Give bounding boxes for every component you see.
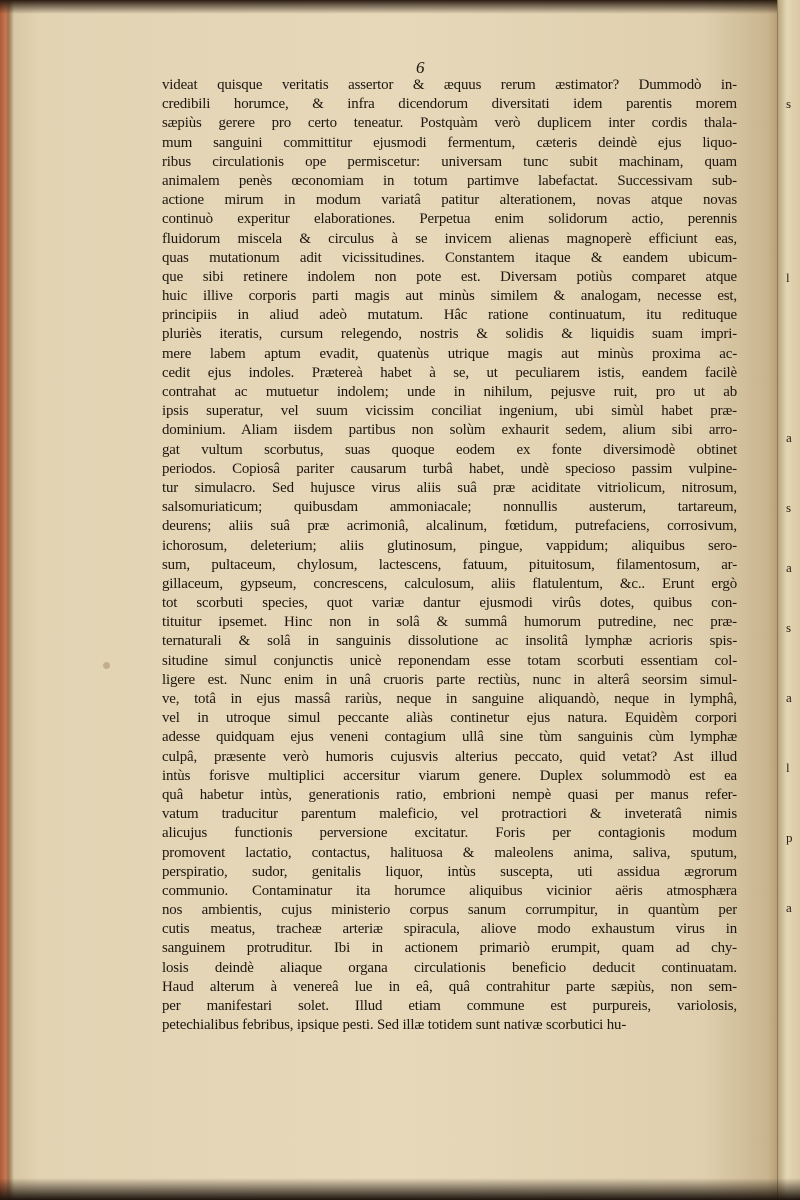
text-line: alicujus functionis perversione excitatur. Foris per contagionis modum <box>162 825 737 842</box>
text-line: culpâ, præsente verò humoris cujusvis alterius peccato, quid vetat? Ast illud <box>162 748 737 765</box>
bottom-shadow <box>0 1178 800 1200</box>
text-line: principiis in aliud adeò mutatum. Hâc ratione continuatum, itu redituque <box>162 307 737 324</box>
text-line: cutis meatus, tracheæ arteriæ spiracula, aliove modo exhaustum virus in <box>162 921 737 938</box>
text-line: sanguinem protruditur. Ibi in actionem primariò erumpit, quam ad chy- <box>162 940 737 957</box>
text-line: promovent lactatio, contactus, halituosa & maleolens anima, saliva, sputum, <box>162 844 737 861</box>
text-line: petechialibus febribus, ipsique pesti. Sed illæ totidem sunt nativæ scorbutici hu- <box>162 1017 627 1034</box>
next-page-fragment: l <box>786 760 790 775</box>
next-page-fragment: a <box>786 900 792 915</box>
text-line: quâ habetur intùs, generationis ratio, embrioni nempè quasi per manus refer- <box>162 786 737 803</box>
next-page-fragment: l <box>786 270 790 285</box>
text-line: ternaturali & solâ in sanguinis dissolutione ac insolitâ lymphæ acrioris spis- <box>162 633 737 650</box>
text-line: mere labem aptum evadit, quatenùs utrique magis aut minùs proxima ac- <box>162 345 737 362</box>
text-line: ribus circulationis ope permiscetur: universam tunc subit machinam, quam <box>162 153 737 170</box>
text-line: nos ambientis, cujus ministerio corpus sanum corrumpitur, in quantùm per <box>162 902 737 919</box>
text-line: tur simulacro. Sed hujusce virus aliis suâ præ aciditate vitriolicum, nitrosum, <box>162 479 737 496</box>
text-line: animalem penès œconomiam in totum partimve labefactat. Successivam sub- <box>162 172 737 189</box>
text-line: tituitur ipsemet. Hinc non in solâ & summâ humorum putredine, nec præ- <box>162 614 737 631</box>
next-page-fragment: s <box>786 500 792 515</box>
text-line: gat vultum scorbutus, suas quoque eodem ex fonte diversimodè obtinet <box>162 441 737 458</box>
text-line: intùs forisve multiplici accersitur viarum genere. Duplex solummodò est ea <box>162 767 737 784</box>
text-line: tot scorbuti species, quot variæ dantur ejusmodi virûs dotes, quibus con- <box>162 595 737 612</box>
next-page-fragment: a <box>786 560 792 575</box>
text-line: periodos. Copiosâ pariter causarum turbâ habet, undè specioso passim vulpine- <box>162 460 737 477</box>
text-line: ichorosum, deleterium; aliis glutinosum, pingue, vappidum; aliquibus sero- <box>162 537 737 554</box>
text-line: que sibi retinere indolem non pote est. Diversam potiùs comparet atque <box>162 268 737 285</box>
text-line: ipsis superatur, vel suum vicissim conciliat ingenium, ubi simùl habet præ- <box>162 403 737 420</box>
text-line: ligere est. Nunc enim in unâ cruoris parte rectiùs, nunc in alterâ seorsim simul- <box>162 671 737 688</box>
text-line: credibili horumce, & infra dicendorum diversitati idem parentis morem <box>162 96 737 113</box>
text-line: vatum traducitur parentum maleficio, vel protractiori & inveteratâ nimis <box>162 806 737 823</box>
text-line: Haud alterum à venereâ lue in eâ, quâ contrahitur parte sæpiùs, non sem- <box>162 978 737 995</box>
text-line: situdine simul conjunctis unicè reponendam esse totam scorbuti essentiam col- <box>162 652 737 669</box>
text-line: gillaceum, gypseum, concrescens, calculosum, aliis flatulentum, &c.. Erunt ergò <box>162 575 737 592</box>
page-number: 6 <box>416 58 425 77</box>
text-line: salsomuriaticum; quibusdam ammoniacale; nonnullis austerum, tartareum, <box>162 499 737 516</box>
text-line: videat quisque veritatis assertor & æquus rerum æstimator? Dummodò in- <box>162 77 737 93</box>
text-line: quas mutationum adit vicissitudines. Constantem itaque & eandem ubicum- <box>162 249 737 266</box>
body-text <box>162 76 737 1035</box>
text-line: huic illive corporis parti magis aut minùs similem & analogam, necesse est, <box>162 288 737 305</box>
text-line: actione mirum in modum variatâ patitur alterationem, novas atque novas <box>162 192 737 209</box>
text-line: contrahat ac mutuetur indolem; unde in nihilum, pejusve ruit, pro ut ab <box>162 384 737 400</box>
top-shadow <box>0 0 800 14</box>
text-line: sæpiùs gerere pro certo teneatur. Postquàm verò duplicem inter cordis thala- <box>162 115 737 132</box>
text-line: adesse quidquam ejus veneni contagium ullâ sine tùm sanguinis cùm lymphæ <box>162 729 737 746</box>
text-line: vel in utroque simul peccante aliàs continetur ejus natura. Equidèm corpori <box>162 710 737 727</box>
next-page-edge <box>777 0 800 1200</box>
text-line: losis deindè aliaque organa circulationis beneficio deducit continuatam. <box>162 959 737 976</box>
text-line: ve, totâ in ejus massâ rariùs, neque in sanguine aliquandò, neque in lymphâ, <box>162 691 737 707</box>
next-page-fragment: a <box>786 430 792 445</box>
next-page-fragment: s <box>786 96 792 111</box>
binding-edge <box>0 0 10 1200</box>
text-line: per manifestari solet. Illud etiam commune est purpureis, variolosis, <box>162 998 737 1014</box>
paper-stain <box>103 662 110 669</box>
text-line: communio. Contaminatur ita horumce aliquibus vicinior aëris atmosphæra <box>162 882 737 899</box>
next-page-fragment: a <box>786 690 792 705</box>
text-line: sum, pultaceum, chylosum, lactescens, fatuum, pituitosum, filamentosum, ar- <box>162 556 737 573</box>
text-line: mum sanguini committitur ejusmodi fermentum, cæteris deindè ejus liquo- <box>162 134 737 151</box>
next-page-fragment: p <box>786 830 793 845</box>
next-page-fragment: s <box>786 620 792 635</box>
text-line: continuò experitur elaborationes. Perpetua enim solidorum actio, perennis <box>162 211 737 228</box>
text-line: pluriès iteratis, cursum relegendo, nostris & solidis & liquidis suam impri- <box>162 326 737 343</box>
text-line: deurens; aliis suâ præ acrimoniâ, alcalinum, fœtidum, putrefaciens, corrosivum, <box>162 518 737 535</box>
text-line: cedit ejus indoles. Prætereà habet à se, ut peculiarem istis, eandem facilè <box>162 364 737 381</box>
text-line: fluidorum miscela & circulus à se invicem alienas magnoperè efficiunt eas, <box>162 230 737 247</box>
text-line: perspiratio, sudor, genitalis liquor, intùs suscepta, uti assidua ægrorum <box>162 863 737 880</box>
text-line: dominium. Aliam iisdem partibus non solùm exhaurit sedem, alium sibi arro- <box>162 422 737 439</box>
